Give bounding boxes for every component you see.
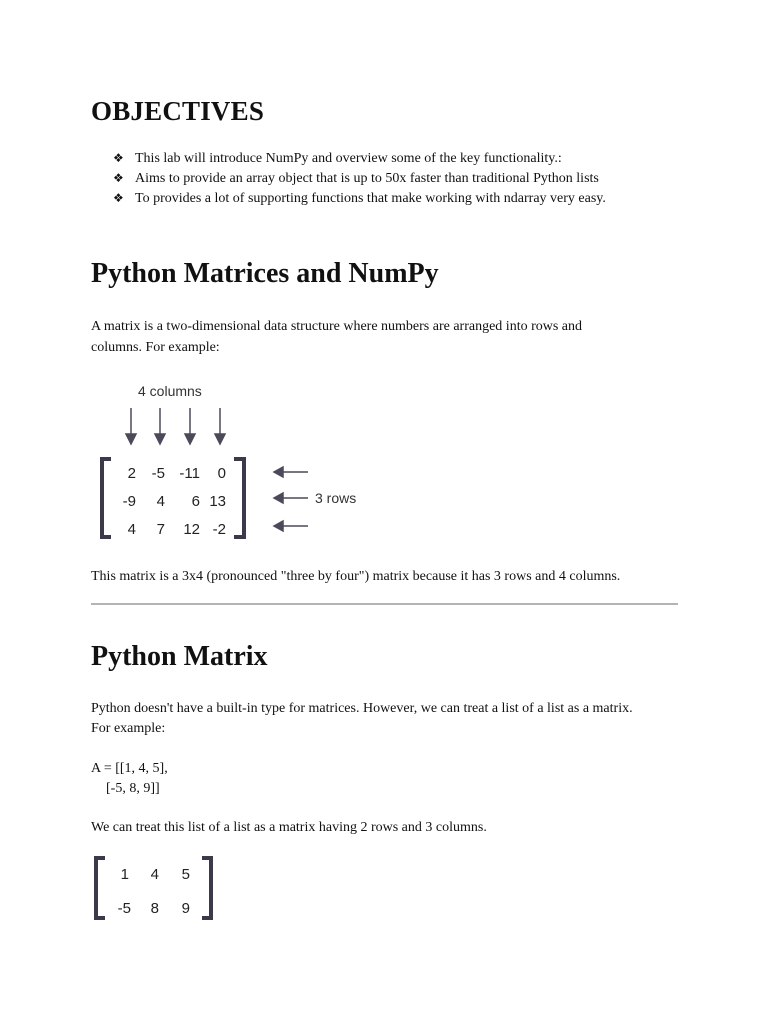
matrix-cell: 4 (150, 866, 159, 883)
right-bracket (234, 459, 244, 537)
objectives-list (113, 148, 606, 208)
matrix-caption: This matrix is a 3x4 (pronounced "three by four") matrix because it has 3 rows and 4 columns. (91, 569, 621, 584)
diamond-bullet-icon: ❖ (113, 171, 124, 185)
objective-text: Aims to provide an array object that is up to 50x faster than traditional Python lists (135, 171, 599, 186)
matrix-cell: 0 (217, 465, 226, 482)
matrix-cell: -5 (151, 465, 165, 482)
matrix-cell: 6 (191, 493, 200, 510)
matrix-cell: 5 (181, 866, 190, 883)
objective-item (113, 168, 606, 188)
column-arrows (126, 408, 225, 444)
row-arrows (274, 467, 308, 531)
matrix-cell: 4 (156, 493, 165, 510)
objective-text: This lab will introduce NumPy and overview some of the key functionality.: (135, 151, 562, 166)
matrix-cell: -5 (117, 900, 131, 917)
python-matrix-para-line-1: Python doesn't have a built-in type for matrices. However, we can treat a list of a list as a matrix. (91, 701, 633, 716)
matrix-2x3-figure (90, 850, 230, 930)
row-arrow-icon (274, 521, 308, 531)
matrix-cell: 12 (183, 521, 200, 538)
section-divider (91, 603, 678, 605)
matrix-cell: -2 (212, 521, 226, 538)
right-bracket (202, 858, 211, 918)
diamond-bullet-icon: ❖ (113, 151, 124, 165)
column-arrow-icon (185, 408, 195, 444)
matrices-heading: Python Matrices and NumPy (91, 258, 439, 289)
columns-label: 4 columns (138, 383, 202, 399)
python-matrix-para-line-2: For example: (91, 721, 166, 736)
matrix-cell: 1 (120, 866, 129, 883)
column-arrow-icon (155, 408, 165, 444)
row-arrow-icon (274, 493, 308, 503)
diamond-bullet-icon: ❖ (113, 191, 124, 205)
rows-label: 3 rows (315, 490, 357, 506)
matrix-cell: 9 (181, 900, 190, 917)
matrix-cell: 13 (209, 493, 226, 510)
matrix-explanation: We can treat this list of a list as a matrix having 2 rows and 3 columns. (91, 820, 487, 835)
column-arrow-icon (215, 408, 225, 444)
code-line-2: [-5, 8, 9]] (106, 781, 160, 796)
matrix-intro-line-2: columns. For example: (91, 340, 220, 355)
row-arrow-icon (274, 467, 308, 477)
matrix-intro-line-1: A matrix is a two-dimensional data structure where numbers are arranged into rows and (91, 319, 583, 334)
column-arrow-icon (126, 408, 136, 444)
matrix-cell: -11 (179, 465, 200, 482)
matrix-cells (118, 866, 190, 917)
matrix-cell: 7 (156, 521, 165, 538)
objective-item (113, 148, 606, 168)
left-bracket (102, 459, 111, 537)
python-matrix-heading: Python Matrix (91, 641, 268, 672)
matrix-cell: -9 (122, 493, 136, 510)
matrix-cells (123, 465, 226, 538)
objective-text: To provides a lot of supporting functions that make working with ndarray very easy. (135, 191, 606, 206)
objectives-heading: OBJECTIVES (91, 96, 265, 126)
matrix-cell: 2 (127, 465, 136, 482)
matrix-cell: 8 (150, 900, 159, 917)
matrix-3x4-figure (90, 375, 390, 545)
left-bracket (96, 858, 105, 918)
objective-item (113, 188, 606, 208)
code-line-1: A = [[1, 4, 5], (91, 761, 168, 776)
matrix-cell: 4 (127, 521, 136, 538)
